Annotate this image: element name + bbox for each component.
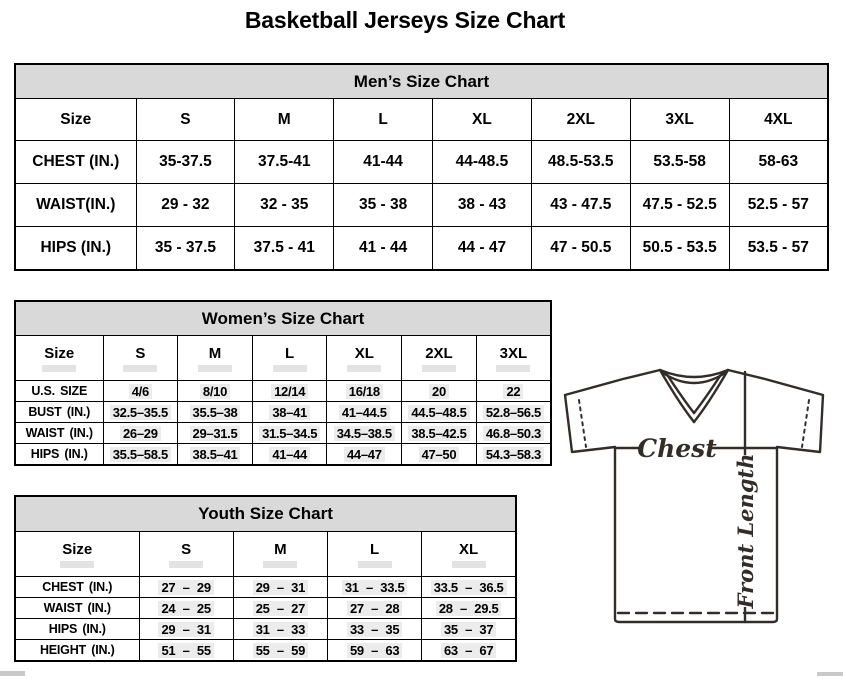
size-value-cell (139, 598, 233, 619)
table-band-row (15, 496, 516, 532)
size-value-cell (103, 423, 178, 444)
table-row (15, 598, 516, 619)
column-header-label: S (135, 344, 146, 362)
size-value: 34.5–38.5 (334, 426, 395, 441)
size-value-cell (233, 598, 327, 619)
size-value: 33.5 – 36.5 (431, 580, 507, 595)
column-header-label: M (274, 540, 287, 558)
size-value-cell (252, 381, 327, 402)
size-value: 22 (503, 384, 523, 399)
column-header-label: L (378, 110, 388, 128)
size-value-cell (328, 577, 422, 598)
table-row (15, 619, 516, 640)
size-value-cell (252, 444, 327, 466)
column-header (235, 99, 334, 141)
size-value-cell (328, 619, 422, 640)
column-header (422, 532, 516, 577)
size-value-cell (233, 640, 327, 662)
size-value: 32.5–35.5 (110, 405, 171, 420)
size-value: 51 – 55 (158, 643, 213, 658)
column-header (136, 99, 235, 141)
size-value-cell (327, 423, 402, 444)
youth-size-table (14, 495, 517, 662)
size-value: 44 - 47 (457, 239, 507, 256)
row-label: WAIST (IN.) (15, 423, 103, 444)
size-value-cell (402, 423, 477, 444)
size-value-cell (235, 184, 334, 227)
column-header-label: M (277, 110, 291, 128)
row-label: WAIST (IN.) (15, 598, 139, 619)
size-value: 44-48.5 (455, 153, 509, 170)
size-value-cell (433, 227, 532, 271)
size-value: 31 – 33.5 (342, 580, 408, 595)
column-header-label: S (180, 110, 191, 128)
size-value-cell (136, 227, 235, 271)
womens-size-table (14, 300, 552, 466)
size-value-cell (433, 184, 532, 227)
size-value-cell (630, 141, 729, 184)
size-value: 41-44 (363, 153, 403, 170)
column-header (334, 99, 433, 141)
size-value: 50.5 - 53.5 (642, 239, 717, 256)
size-value: 38.5–42.5 (408, 426, 469, 441)
highlight-artifact (42, 365, 76, 372)
column-header (402, 336, 477, 381)
column-header-label: Size (44, 344, 75, 362)
size-value: 38.5–41 (190, 447, 241, 462)
size-value: 44.5–48.5 (408, 405, 469, 420)
size-value-cell (235, 227, 334, 271)
size-value-cell (630, 227, 729, 271)
row-label: CHEST (IN.) (15, 577, 139, 598)
column-header (178, 336, 253, 381)
row-label: HIPS (IN.) (15, 444, 103, 466)
size-value: 35.5–58.5 (110, 447, 171, 462)
size-value-cell (402, 444, 477, 466)
column-header-label: 3XL (499, 344, 528, 362)
highlight-artifact (263, 561, 297, 568)
column-header (531, 99, 630, 141)
row-label: HEIGHT (IN.) (15, 640, 139, 662)
size-value-cell (103, 444, 178, 466)
size-value: 27 – 29 (158, 580, 213, 595)
size-value-cell (531, 141, 630, 184)
highlight-artifact (347, 365, 381, 372)
size-value: 37.5 - 41 (253, 239, 315, 256)
table-row (15, 227, 828, 271)
size-value-cell (531, 227, 630, 271)
size-value-cell (178, 444, 253, 466)
column-header-label: M (208, 344, 222, 362)
jersey-outline (565, 370, 823, 622)
size-value: 20 (429, 384, 449, 399)
size-value: 38–41 (269, 405, 310, 420)
size-value: 25 – 27 (253, 601, 308, 616)
table-row (15, 141, 828, 184)
youth-table-title: Youth Size Chart (15, 496, 516, 532)
table-band-row (15, 64, 828, 99)
highlight-artifact (123, 365, 157, 372)
size-value: 35.5–38 (190, 405, 241, 420)
mens-table-title: Men’s Size Chart (15, 64, 828, 99)
highlight-artifact (273, 365, 307, 372)
column-header-label: 4XL (764, 110, 793, 128)
column-header-label: 2XL (425, 344, 453, 362)
size-value-cell (139, 619, 233, 640)
column-header-label: XL (459, 540, 479, 558)
size-value-cell (235, 141, 334, 184)
mens-size-table (14, 63, 829, 271)
size-value: 41–44.5 (339, 405, 390, 420)
size-value-cell (433, 141, 532, 184)
size-value-cell (630, 184, 729, 227)
column-header-label: L (285, 344, 295, 362)
row-label: BUST (IN.) (15, 402, 103, 423)
size-value-cell (136, 184, 235, 227)
column-header (433, 99, 532, 141)
highlight-artifact (422, 365, 456, 372)
size-value-cell (476, 402, 551, 423)
size-value-cell (422, 640, 516, 662)
size-column-label (15, 532, 139, 577)
size-value: 54.3–58.3 (483, 447, 544, 462)
column-header-label: XL (472, 110, 492, 128)
size-value: 37.5-41 (257, 153, 311, 170)
size-value: 38 - 43 (457, 196, 507, 213)
table-band-row (15, 301, 551, 336)
highlight-artifact (358, 561, 392, 568)
column-header (476, 336, 551, 381)
size-column-label (15, 99, 136, 141)
size-value-cell (476, 444, 551, 466)
table-row (15, 184, 828, 227)
column-header-label: S (181, 540, 192, 558)
size-value: 63 – 67 (441, 643, 496, 658)
table-row (15, 577, 516, 598)
table-row (15, 444, 551, 466)
highlight-artifact (60, 561, 94, 568)
scrollbar-fragment-right (817, 672, 843, 676)
size-value: 28 – 29.5 (436, 601, 502, 616)
size-value: 29 – 31 (158, 622, 213, 637)
size-value-cell (422, 577, 516, 598)
size-value-cell (103, 402, 178, 423)
size-value-cell (136, 141, 235, 184)
column-header-label: XL (354, 344, 374, 362)
column-header-label: 3XL (665, 110, 694, 128)
size-value-cell (327, 381, 402, 402)
size-value: 27 – 28 (347, 601, 402, 616)
size-value-cell (422, 598, 516, 619)
size-value-cell (334, 227, 433, 271)
size-value: 35-37.5 (159, 153, 212, 170)
column-header (139, 532, 233, 577)
size-value-cell (139, 640, 233, 662)
size-value-cell (729, 227, 828, 271)
column-header-label: L (370, 540, 380, 558)
column-header-label: Size (60, 110, 92, 128)
size-value-cell (252, 423, 327, 444)
column-header (328, 532, 422, 577)
size-value: 16/18 (346, 384, 383, 399)
column-header (103, 336, 178, 381)
size-value: 52.8–56.5 (483, 405, 544, 420)
column-header (327, 336, 402, 381)
row-label: U.S. SIZE (15, 381, 103, 402)
table-row (15, 423, 551, 444)
size-value: 35 - 37.5 (154, 239, 217, 256)
table-row (15, 381, 551, 402)
size-value: 41 - 44 (358, 239, 408, 256)
table-header-row (15, 532, 516, 577)
jersey-diagram (556, 363, 832, 631)
size-value: 52.5 - 57 (747, 196, 809, 213)
highlight-artifact (169, 561, 203, 568)
size-value: 46.8–50.3 (483, 426, 544, 441)
size-value: 47 - 50.5 (550, 239, 612, 256)
size-value-cell (327, 402, 402, 423)
size-value: 59 – 63 (347, 643, 402, 658)
chest-label: Chest (637, 434, 717, 463)
table-row (15, 402, 551, 423)
page-title: Basketball Jerseys Size Chart (244, 7, 566, 33)
size-value: 32 - 35 (260, 196, 309, 213)
size-value-cell (178, 402, 253, 423)
size-value-cell (328, 640, 422, 662)
size-value-cell (476, 381, 551, 402)
size-value: 43 - 47.5 (550, 196, 612, 213)
size-value-cell (402, 402, 477, 423)
size-value: 29 – 31 (253, 580, 308, 595)
size-value-cell (328, 598, 422, 619)
size-value: 26–29 (120, 426, 161, 441)
size-value-cell (422, 619, 516, 640)
row-label: HIPS (IN.) (15, 227, 136, 271)
column-header-label: Size (62, 540, 93, 558)
row-label: CHEST (IN.) (15, 141, 136, 184)
size-value-cell (327, 444, 402, 466)
row-label: WAIST(IN.) (15, 184, 136, 227)
column-header (233, 532, 327, 577)
table-row (15, 640, 516, 662)
size-value-cell (729, 141, 828, 184)
table-header-row (15, 99, 828, 141)
womens-table-title: Women’s Size Chart (15, 301, 551, 336)
size-value: 29–31.5 (190, 426, 241, 441)
size-value-cell (252, 402, 327, 423)
column-header (729, 99, 828, 141)
size-value: 53.5 - 57 (747, 239, 809, 256)
size-value: 4/6 (129, 384, 152, 399)
scrollbar-fragment-left (0, 671, 25, 676)
size-value-cell (178, 423, 253, 444)
size-value: 33 – 35 (347, 622, 402, 637)
size-column-label (15, 336, 103, 381)
size-value: 29 - 32 (161, 196, 210, 213)
size-value: 41–44 (269, 447, 310, 462)
front-length-label: Front Length (733, 453, 758, 609)
row-label: HIPS (IN.) (15, 619, 139, 640)
size-value-cell (476, 423, 551, 444)
size-value: 24 – 25 (158, 601, 213, 616)
table-header-row (15, 336, 551, 381)
size-value: 55 – 59 (253, 643, 308, 658)
size-value-cell (103, 381, 178, 402)
highlight-artifact (496, 365, 530, 372)
size-value-cell (729, 184, 828, 227)
size-value: 8/10 (200, 384, 230, 399)
size-value: 47.5 - 52.5 (642, 196, 717, 213)
size-value: 31.5–34.5 (259, 426, 320, 441)
size-value: 47–50 (419, 447, 460, 462)
size-value: 48.5-53.5 (548, 153, 614, 170)
size-value: 12/14 (271, 384, 308, 399)
column-header (252, 336, 327, 381)
highlight-artifact (452, 561, 486, 568)
size-value-cell (402, 381, 477, 402)
size-value: 35 - 38 (358, 196, 408, 213)
size-value-cell (531, 184, 630, 227)
size-value-cell (334, 184, 433, 227)
size-value: 31 – 33 (253, 622, 308, 637)
size-value-cell (334, 141, 433, 184)
size-value: 35 – 37 (441, 622, 496, 637)
column-header-label: 2XL (566, 110, 596, 128)
size-value-cell (139, 577, 233, 598)
size-value: 44–47 (344, 447, 385, 462)
highlight-artifact (198, 365, 232, 372)
column-header (630, 99, 729, 141)
size-value-cell (233, 577, 327, 598)
size-value: 53.5-58 (653, 153, 706, 170)
size-value-cell (233, 619, 327, 640)
size-value: 58-63 (758, 153, 799, 170)
size-value-cell (178, 381, 253, 402)
